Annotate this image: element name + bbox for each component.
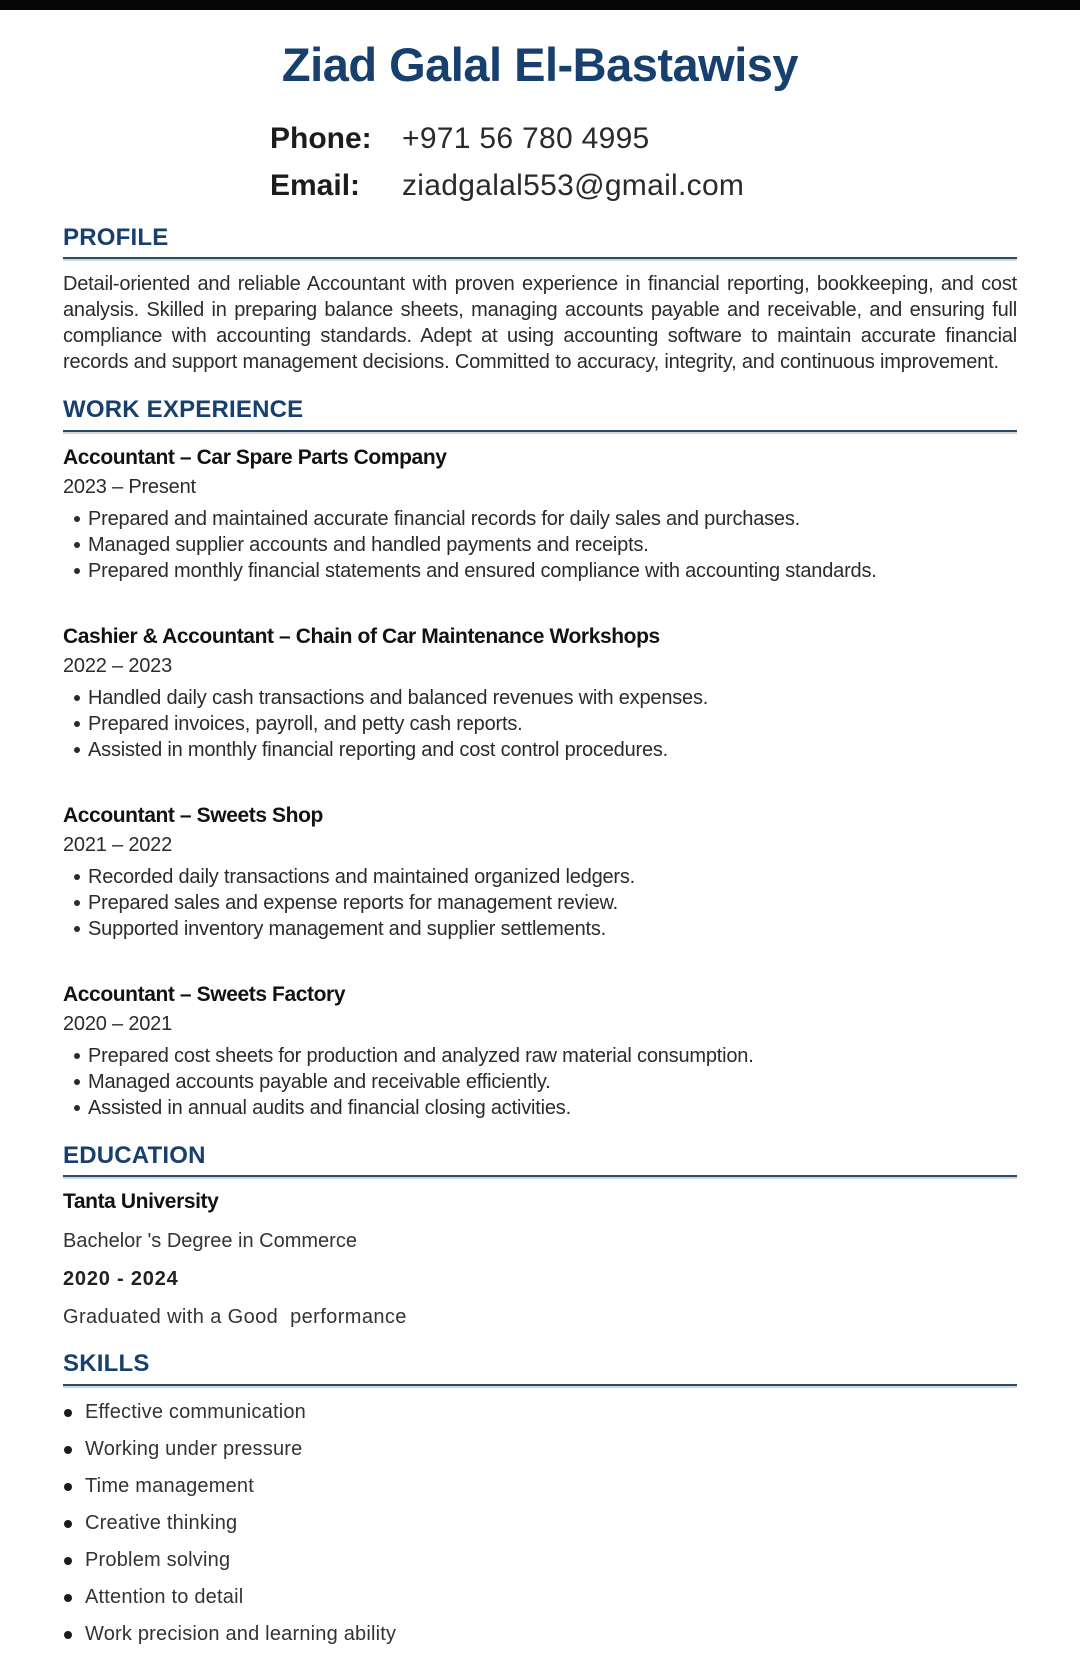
- job-bullet: [63, 1069, 1017, 1095]
- contact-row-phone: [270, 122, 1017, 156]
- skill-item: [63, 1616, 1017, 1653]
- education-heading: EDUCATION: [63, 1141, 206, 1169]
- job-bullet: [63, 506, 1017, 532]
- top-black-bar: [0, 0, 1080, 10]
- skill-text: Effective communication: [85, 1400, 306, 1423]
- education-dates: 2020 - 2024: [63, 1268, 179, 1291]
- job-title: Accountant – Sweets Shop: [63, 803, 323, 827]
- bullet-icon: [64, 1557, 72, 1565]
- skills-list: [63, 1394, 1017, 1653]
- skill-item: [63, 1468, 1017, 1505]
- job-dates: 2020 – 2021: [63, 1012, 173, 1035]
- section-divider: [63, 257, 1017, 259]
- job-bullet-text: Handled daily cash transactions and balanced revenues with expenses.: [88, 686, 709, 709]
- bullet-icon: [74, 568, 80, 574]
- job-bullet-text: Assisted in monthly financial reporting and cost control procedures.: [88, 738, 669, 761]
- skill-text: Problem solving: [85, 1548, 231, 1571]
- bullet-icon: [74, 1053, 80, 1059]
- skill-text: Working under pressure: [85, 1437, 303, 1460]
- job-bullet-text: Managed supplier accounts and handled payments and receipts.: [88, 533, 649, 556]
- contact-row-email: [270, 169, 1017, 203]
- skill-item: [63, 1394, 1017, 1431]
- job-dates: 2023 – Present: [63, 475, 196, 498]
- section-profile: [63, 225, 1017, 375]
- job-bullet-text: Assisted in annual audits and financial closing activities.: [88, 1096, 571, 1119]
- skills-heading: SKILLS: [63, 1350, 150, 1378]
- profile-heading: PROFILE: [63, 224, 169, 252]
- education-school: Tanta University: [63, 1190, 219, 1214]
- bullet-icon: [64, 1483, 72, 1491]
- job-bullet: [63, 532, 1017, 558]
- skill-item: [63, 1505, 1017, 1542]
- job-entry: [63, 983, 1017, 1121]
- job-bullet: [63, 685, 1017, 711]
- job-bullet-list: [63, 506, 1017, 584]
- job-bullet-list: [63, 1043, 1017, 1121]
- skill-text: Work precision and learning ability: [85, 1622, 397, 1645]
- bullet-icon: [64, 1594, 72, 1602]
- work-experience-heading: WORK EXPERIENCE: [63, 396, 304, 424]
- skill-item: [63, 1542, 1017, 1579]
- skill-text: Creative thinking: [85, 1511, 238, 1534]
- job-entry: [63, 804, 1017, 942]
- job-bullet-text: Supported inventory management and supplier settlements.: [88, 917, 606, 940]
- job-bullet: [63, 864, 1017, 890]
- job-bullet: [63, 711, 1017, 737]
- job-bullet-text: Prepared cost sheets for production and analyzed raw material consumption.: [88, 1044, 754, 1067]
- section-education: [63, 1143, 1017, 1329]
- bullet-icon: [74, 695, 80, 701]
- bullet-icon: [74, 900, 80, 906]
- bullet-icon: [64, 1409, 72, 1417]
- job-bullet-text: Prepared and maintained accurate financial records for daily sales and purchases.: [88, 507, 800, 530]
- bullet-icon: [64, 1631, 72, 1639]
- job-bullet-text: Recorded daily transactions and maintained organized ledgers.: [88, 865, 636, 888]
- job-bullet: [63, 890, 1017, 916]
- job-bullet-list: [63, 864, 1017, 942]
- job-bullet-text: Prepared monthly financial statements and ensured compliance with accounting standards.: [88, 559, 877, 582]
- job-bullet-text: Prepared sales and expense reports for management review.: [88, 891, 619, 914]
- resume-page: [0, 38, 1080, 1653]
- section-skills: [63, 1351, 1017, 1652]
- job-bullet: [63, 737, 1017, 763]
- job-bullet-list: [63, 685, 1017, 763]
- email-label: Email:: [270, 169, 361, 203]
- phone-value: +971 56 780 4995: [402, 122, 650, 156]
- phone-label: Phone:: [270, 122, 372, 156]
- job-title: Accountant – Car Spare Parts Company: [63, 445, 447, 469]
- bullet-icon: [64, 1446, 72, 1454]
- job-bullet: [63, 916, 1017, 942]
- section-divider: [63, 430, 1017, 432]
- job-entry: [63, 446, 1017, 584]
- bullet-icon: [64, 1520, 72, 1528]
- job-bullet: [63, 1095, 1017, 1121]
- section-divider: [63, 1175, 1017, 1177]
- bullet-icon: [74, 747, 80, 753]
- education-degree: Bachelor 's Degree in Commerce: [63, 1230, 357, 1253]
- bullet-icon: [74, 1105, 80, 1111]
- job-dates: 2022 – 2023: [63, 654, 173, 677]
- bullet-icon: [74, 926, 80, 932]
- job-dates: 2021 – 2022: [63, 833, 173, 856]
- job-entry: [63, 625, 1017, 763]
- bullet-icon: [74, 721, 80, 727]
- bullet-icon: [74, 542, 80, 548]
- candidate-name: Ziad Galal El-Bastawisy: [281, 38, 799, 91]
- skill-item: [63, 1579, 1017, 1616]
- bullet-icon: [74, 516, 80, 522]
- job-bullet-text: Prepared invoices, payroll, and petty cash reports.: [88, 712, 523, 735]
- section-work-experience: [63, 397, 1017, 1120]
- job-title: Accountant – Sweets Factory: [63, 982, 346, 1006]
- bullet-icon: [74, 1079, 80, 1085]
- education-note: Graduated with a Good performance: [63, 1306, 407, 1329]
- skill-text: Time management: [85, 1474, 254, 1497]
- profile-text: Detail-oriented and reliable Accountant with proven experience in financial reporting, bookkeeping, and cost analysis. Skilled in preparing balance sheets, managing accounts payable and receivable, and ensuring full compliance with accounting standards. Adept at using accounting software to maintain accurate financial records and support management decisions. Committed to accuracy, integrity, and continuous improvement.: [63, 273, 1017, 374]
- bullet-icon: [74, 874, 80, 880]
- email-value: ziadgalal553@gmail.com: [402, 169, 745, 203]
- job-bullet-text: Managed accounts payable and receivable efficiently.: [88, 1070, 551, 1093]
- contact-block: [270, 122, 1017, 203]
- skill-item: [63, 1431, 1017, 1468]
- job-bullet: [63, 558, 1017, 584]
- section-divider: [63, 1384, 1017, 1386]
- job-bullet: [63, 1043, 1017, 1069]
- job-title: Cashier & Accountant – Chain of Car Maintenance Workshops: [63, 624, 660, 648]
- skill-text: Attention to detail: [85, 1585, 244, 1608]
